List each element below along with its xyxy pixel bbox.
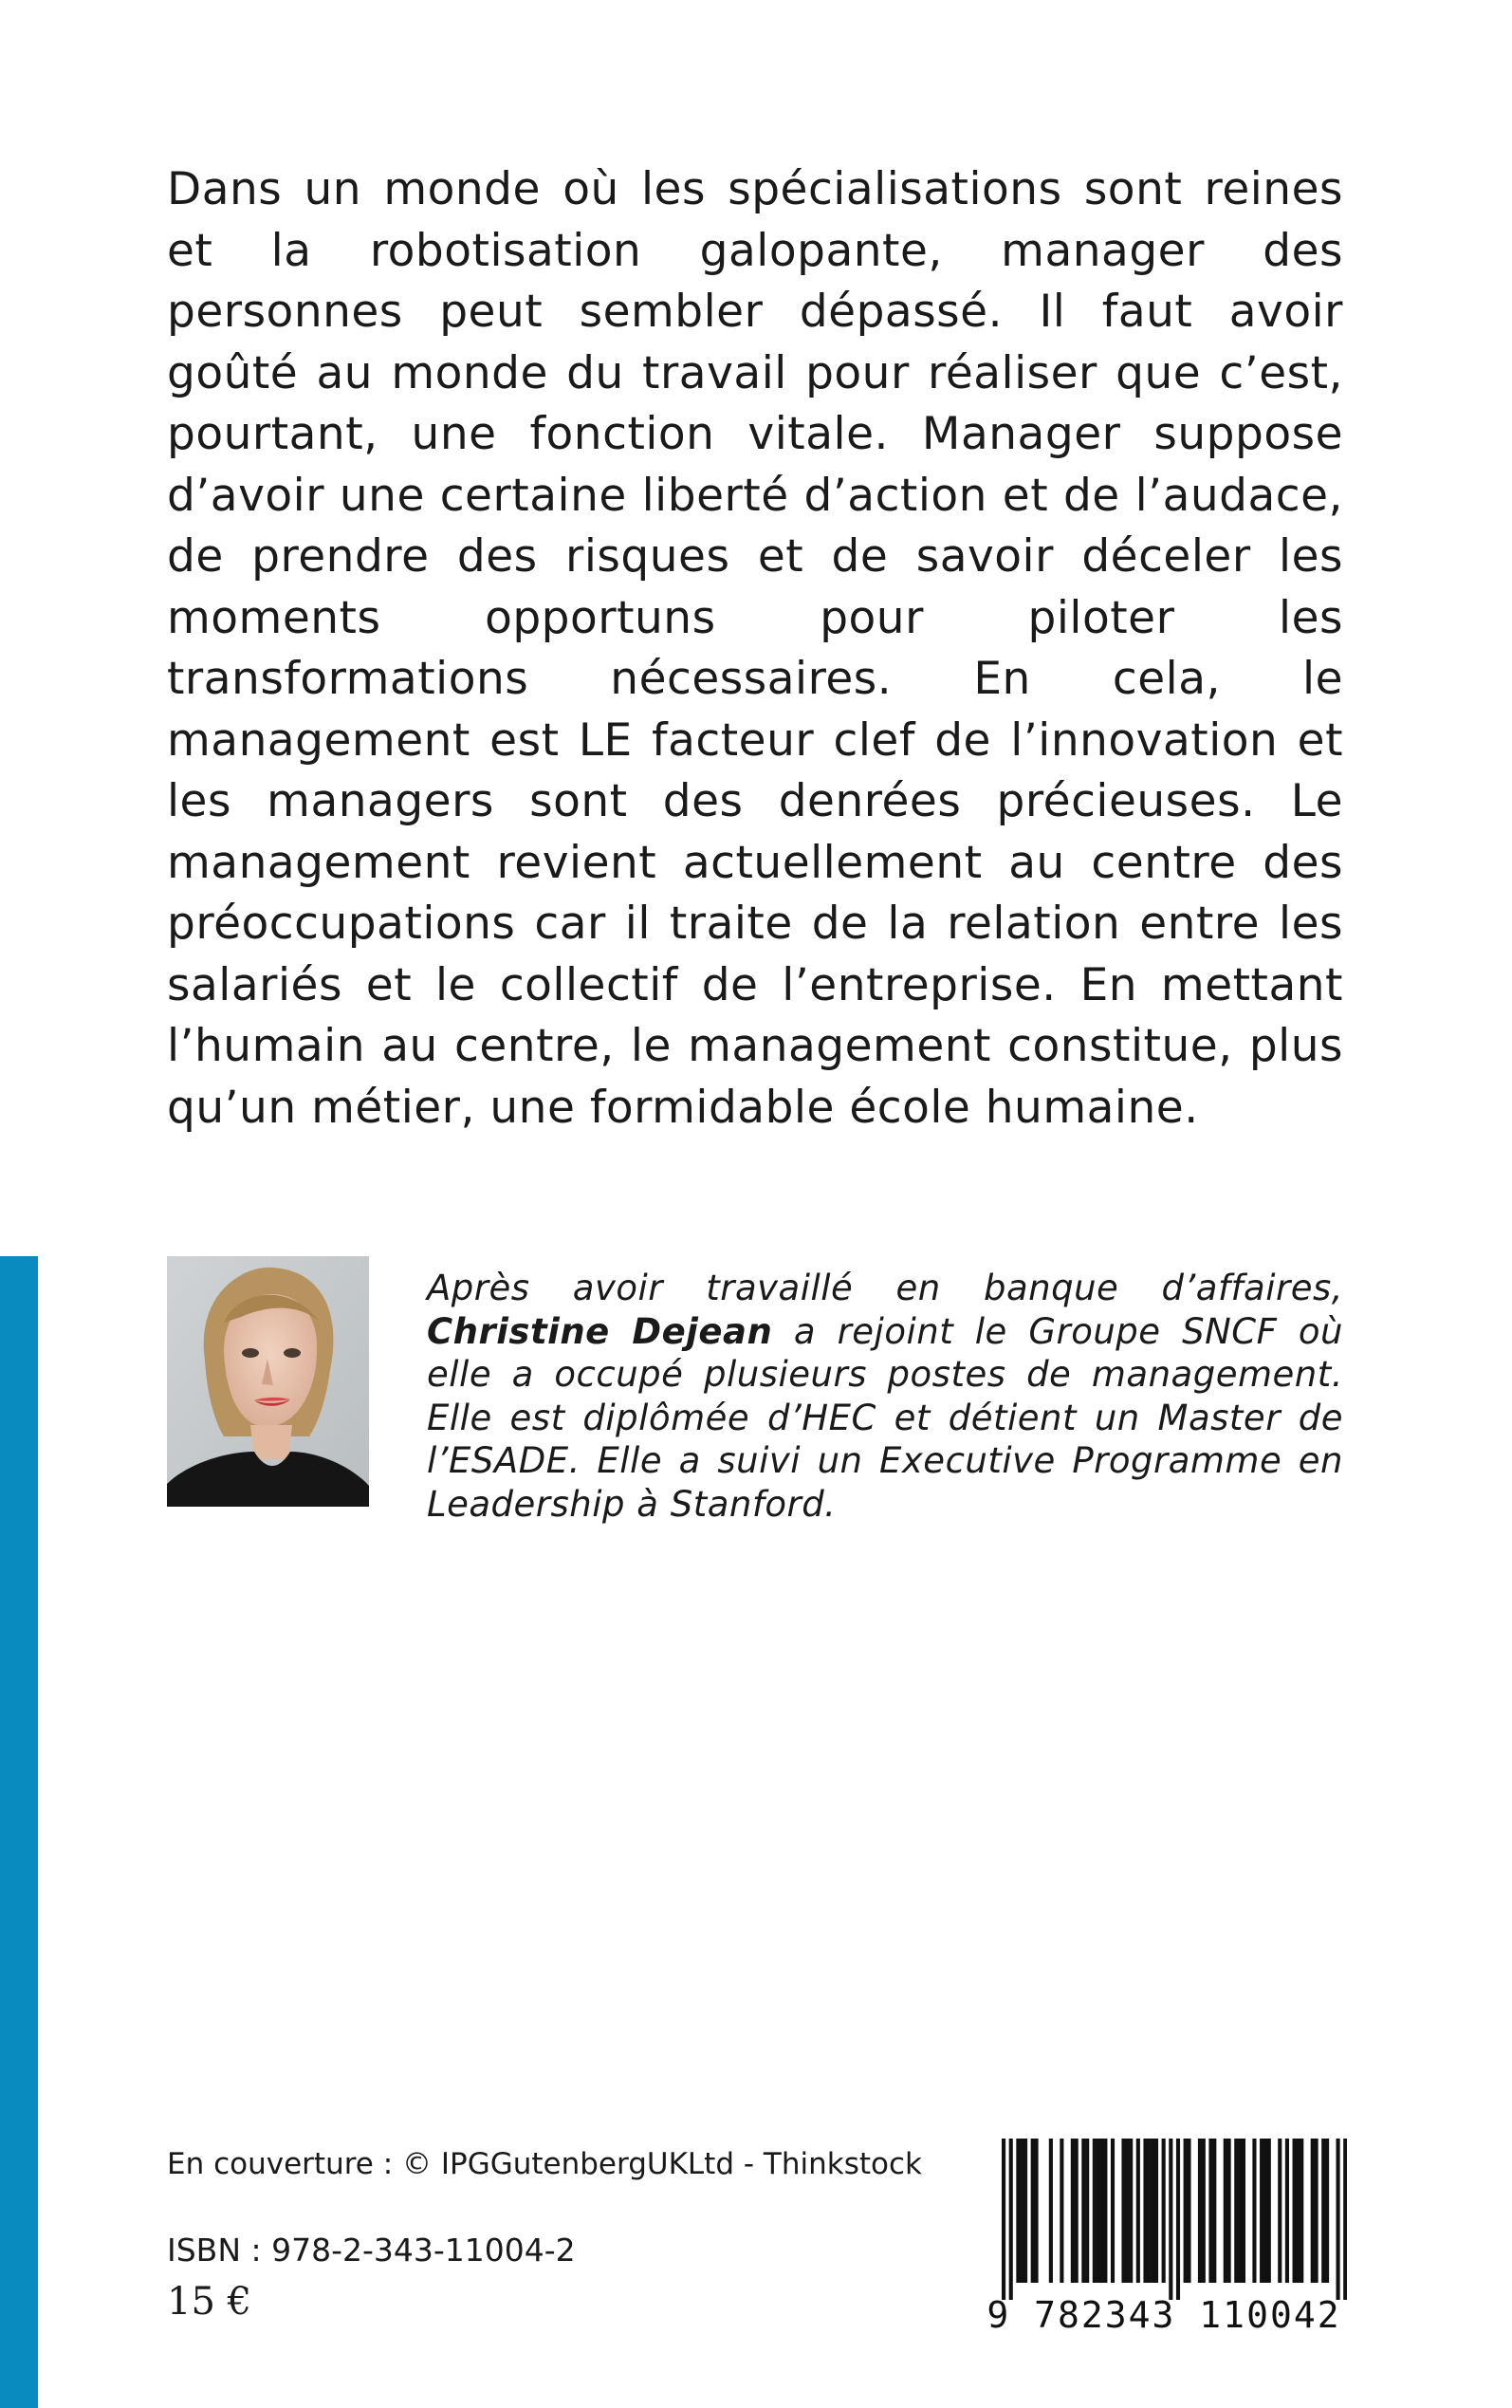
- barcode-bar: [1176, 2139, 1180, 2300]
- barcode-bar: [1234, 2139, 1238, 2283]
- barcode-bar: [1212, 2139, 1216, 2283]
- barcode-bar: [1031, 2139, 1035, 2283]
- barcode-bar: [1184, 2139, 1188, 2283]
- isbn-barcode: [981, 2139, 1347, 2336]
- barcode-bar: [1125, 2139, 1129, 2283]
- author-name: Christine Dejean: [427, 1310, 773, 1352]
- barcode-bar: [1325, 2139, 1329, 2283]
- bio-rest: a rejoint le Groupe SNCF où elle a occupé plusieurs postes de management. Elle est diplômée d’HEC et détient un Master de l’ESADE. Elle a suivi un Executive Programme en Leadership à Stanford.: [427, 1310, 1343, 1525]
- barcode-bar: [1049, 2139, 1053, 2283]
- barcode-bar: [1198, 2139, 1202, 2283]
- barcode-bar: [1162, 2139, 1166, 2283]
- barcode-bar: [1278, 2139, 1282, 2283]
- barcode-bars: [1002, 2139, 1347, 2300]
- barcode-bar: [1151, 2139, 1154, 2283]
- barcode-bar: [1081, 2139, 1085, 2283]
- cover-credit: En couverture : © IPGGutenbergUKLtd - Thinkstock: [167, 2147, 922, 2181]
- barcode-bar: [1321, 2139, 1325, 2283]
- barcode-bar: [1097, 2139, 1100, 2283]
- barcode-bar: [1337, 2139, 1340, 2300]
- barcode-bar: [1263, 2139, 1267, 2283]
- accent-bar: [0, 1256, 38, 2408]
- barcode-bar: [1016, 2139, 1020, 2283]
- barcode-bar: [1111, 2139, 1115, 2283]
- barcode-bar: [1099, 2139, 1103, 2283]
- barcode-bar: [1300, 2139, 1303, 2283]
- barcode-bar: [1169, 2139, 1172, 2300]
- author-bio: [427, 1267, 1343, 1527]
- barcode-digits: 9 782343 110042: [986, 2294, 1341, 2336]
- barcode-graphic: [1002, 2139, 1347, 2300]
- barcode-bar: [1071, 2139, 1075, 2283]
- barcode-bar: [1202, 2139, 1206, 2283]
- barcode-bar: [1260, 2139, 1263, 2283]
- barcode-bar: [1187, 2139, 1190, 2283]
- barcode-bar: [1023, 2139, 1027, 2283]
- barcode-bar: [1252, 2139, 1256, 2283]
- barcode-bar: [1143, 2139, 1147, 2283]
- barcode-bar: [1224, 2139, 1227, 2283]
- barcode-bar: [1267, 2139, 1271, 2283]
- barcode-bar: [1293, 2139, 1297, 2283]
- barcode-bar: [1009, 2139, 1013, 2300]
- barcode-bar: [1154, 2139, 1158, 2283]
- barcode-bar: [1296, 2139, 1300, 2283]
- barcode-bar: [1227, 2139, 1231, 2283]
- barcode-bar: [1147, 2139, 1151, 2283]
- author-portrait-image: [167, 1256, 369, 1507]
- back-cover-blurb: Dans un monde où les spécialisations sont reines et la robotisation galopante, manager des personnes peut sembler dépassé. Il faut avoir goûté au monde du travail pour réaliser que c’est, pourtant, une fonction vitale. Manager suppose d’avoir une certaine liberté d’action et de l’audace, de prendre des risques et de savoir déceler les moments opportuns pour piloter les transformations nécessaires. En cela, le management est LE facteur clef de l’innovation et les managers sont des denrées précieuses. Le management revient actuellement au centre des préoccupations car il traite de la relation entre les salariés et le collectif de l’entreprise. En mettant l’humain au centre, le management constitue, plus qu’un métier, une formidable école humaine.: [167, 163, 1343, 1134]
- barcode-bar: [1311, 2139, 1315, 2283]
- barcode-bar: [1242, 2139, 1245, 2283]
- barcode-bar: [1315, 2139, 1318, 2283]
- isbn: ISBN : 978-2-343-11004-2: [167, 2232, 576, 2269]
- barcode-bar: [1002, 2139, 1005, 2300]
- barcode-bar: [1060, 2139, 1063, 2283]
- author-photo: [167, 1256, 369, 1507]
- barcode-bar: [1285, 2139, 1289, 2283]
- barcode-bar: [1093, 2139, 1097, 2283]
- barcode-bar: [1085, 2139, 1089, 2283]
- barcode-bar: [1121, 2139, 1125, 2283]
- bio-intro: Après avoir travaillé en banque d’affaires,: [427, 1268, 1343, 1308]
- barcode-bar: [1103, 2139, 1107, 2283]
- barcode-bar: [1343, 2139, 1347, 2300]
- barcode-bar: [1129, 2139, 1133, 2283]
- barcode-bar: [1075, 2139, 1079, 2283]
- barcode-bar: [1238, 2139, 1242, 2283]
- barcode-bar: [1136, 2139, 1140, 2283]
- barcode-bar: [1020, 2139, 1023, 2283]
- barcode-bar: [1034, 2139, 1038, 2283]
- barcode-bar: [1208, 2139, 1212, 2283]
- price: 15 €: [167, 2280, 252, 2324]
